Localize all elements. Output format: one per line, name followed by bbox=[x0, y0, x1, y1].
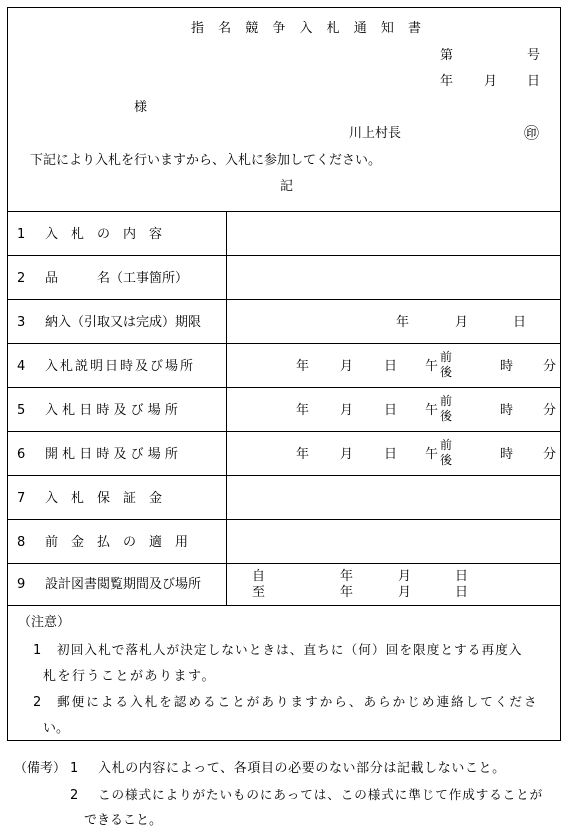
opening-pm: 後 bbox=[440, 453, 453, 467]
date-month: 月 bbox=[484, 74, 498, 89]
row-number: 2 bbox=[17, 271, 26, 286]
row-label: 入 札 保 証 金 bbox=[45, 491, 163, 506]
row-number: 1 bbox=[17, 227, 26, 242]
briefing-am: 前 bbox=[440, 350, 453, 364]
row-label: 品 名（工事箇所） bbox=[45, 271, 189, 286]
table-line bbox=[7, 519, 561, 520]
remark-2-text: この様式によりがたいものにあっては、この様式に準じて作成することが bbox=[98, 787, 544, 802]
note-1-text-cont: 札を行うことがあります。 bbox=[43, 669, 216, 684]
form-frame bbox=[7, 7, 561, 741]
deadline-year: 年 bbox=[396, 315, 410, 330]
table-row bbox=[17, 228, 162, 241]
period-to-day: 日 bbox=[455, 585, 469, 600]
period-from-label: 自 bbox=[252, 569, 266, 584]
row-label: 入札説明日時及び場所 bbox=[45, 359, 196, 374]
intro-text: 下記により入札を行いますから、入札に参加してください。 bbox=[30, 153, 382, 168]
briefing-month: 月 bbox=[340, 359, 354, 374]
opening-am: 前 bbox=[440, 438, 453, 452]
opening-day: 日 bbox=[384, 447, 398, 462]
bid-am: 前 bbox=[440, 394, 453, 408]
bid-month: 月 bbox=[340, 403, 354, 418]
row-label: 設計図書閲覧期間及び場所 bbox=[45, 577, 202, 592]
date-day: 日 bbox=[527, 74, 541, 89]
period-to-year: 年 bbox=[340, 585, 354, 600]
addressee-sama: 様 bbox=[134, 100, 148, 115]
period-from-month: 月 bbox=[398, 569, 412, 584]
number-dai: 第 bbox=[440, 48, 454, 63]
bid-year: 年 bbox=[296, 403, 310, 418]
briefing-go: 午 bbox=[425, 359, 439, 374]
period-from-day: 日 bbox=[455, 569, 469, 584]
table-line bbox=[7, 343, 561, 344]
remark-2-text-cont: できること。 bbox=[84, 813, 163, 828]
table-line bbox=[7, 563, 561, 564]
form-title: 指 名 競 争 入 札 通 知 書 bbox=[191, 21, 427, 36]
note-1-text: 初回入札で落札人が決定しないときは、直ちに（何）回を限度とする再度入 bbox=[57, 642, 523, 657]
opening-go: 午 bbox=[425, 447, 439, 462]
remark-1-text: 入札の内容によって、各項目の必要のない部分は記載しないこと。 bbox=[98, 761, 506, 776]
row-number: 6 bbox=[17, 447, 26, 462]
note-2-text: 郵便による入札を認めることがありますから、あらかじめ連絡してくださ bbox=[57, 694, 539, 709]
row-number: 3 bbox=[17, 315, 26, 330]
row-label: 納入（引取又は完成）期限 bbox=[45, 315, 202, 330]
bid-day: 日 bbox=[384, 403, 398, 418]
period-from-year: 年 bbox=[340, 569, 354, 584]
date-year: 年 bbox=[440, 74, 454, 89]
row-label: 前 金 払 の 適 用 bbox=[45, 535, 189, 550]
issuer-name: 川上村長 bbox=[349, 126, 402, 141]
bid-go: 午 bbox=[425, 403, 439, 418]
period-to-month: 月 bbox=[398, 585, 412, 600]
row-label: 入 札 日 時 及 び 場 所 bbox=[45, 403, 178, 418]
briefing-year: 年 bbox=[296, 359, 310, 374]
note-2-number: 2 bbox=[33, 695, 42, 710]
row-number: 5 bbox=[17, 403, 26, 418]
briefing-minute: 分 bbox=[543, 359, 557, 374]
opening-hour: 時 bbox=[500, 447, 514, 462]
table-row bbox=[17, 448, 178, 461]
table-divider bbox=[226, 211, 227, 605]
deadline-day: 日 bbox=[513, 315, 527, 330]
bid-minute: 分 bbox=[543, 403, 557, 418]
note-1-number: 1 bbox=[33, 643, 42, 658]
bid-hour: 時 bbox=[500, 403, 514, 418]
remark-2-number: 2 bbox=[70, 788, 79, 803]
ki-heading: 記 bbox=[280, 179, 294, 194]
opening-minute: 分 bbox=[543, 447, 557, 462]
briefing-pm: 後 bbox=[440, 365, 453, 379]
row-label: 入 札 の 内 容 bbox=[45, 227, 163, 242]
opening-month: 月 bbox=[340, 447, 354, 462]
table-line bbox=[7, 605, 561, 606]
remark-1-number: 1 bbox=[70, 761, 79, 776]
row-number: 9 bbox=[17, 577, 26, 592]
note-2-text-cont: い。 bbox=[43, 721, 70, 736]
table-line bbox=[7, 255, 561, 256]
remarks-heading: （備考） bbox=[14, 761, 67, 776]
opening-year: 年 bbox=[296, 447, 310, 462]
table-row bbox=[17, 404, 178, 417]
table-row bbox=[17, 360, 195, 373]
table-line bbox=[7, 387, 561, 388]
table-line bbox=[7, 211, 561, 212]
bid-pm: 後 bbox=[440, 409, 453, 423]
period-to-label: 至 bbox=[252, 585, 266, 600]
seal-mark: ㊞ bbox=[524, 124, 540, 142]
number-go: 号 bbox=[527, 48, 541, 63]
table-row bbox=[17, 578, 201, 591]
notes-heading: （注意） bbox=[18, 615, 71, 630]
deadline-month: 月 bbox=[455, 315, 469, 330]
table-line bbox=[7, 475, 561, 476]
table-row bbox=[17, 316, 201, 329]
table-row bbox=[17, 272, 188, 285]
row-number: 8 bbox=[17, 535, 26, 550]
table-line bbox=[7, 299, 561, 300]
row-number: 7 bbox=[17, 491, 26, 506]
row-number: 4 bbox=[17, 359, 28, 374]
row-label: 開 札 日 時 及 び 場 所 bbox=[45, 447, 178, 462]
briefing-day: 日 bbox=[384, 359, 398, 374]
table-row bbox=[17, 536, 188, 549]
briefing-hour: 時 bbox=[500, 359, 514, 374]
table-row bbox=[17, 492, 162, 505]
table-line bbox=[7, 431, 561, 432]
